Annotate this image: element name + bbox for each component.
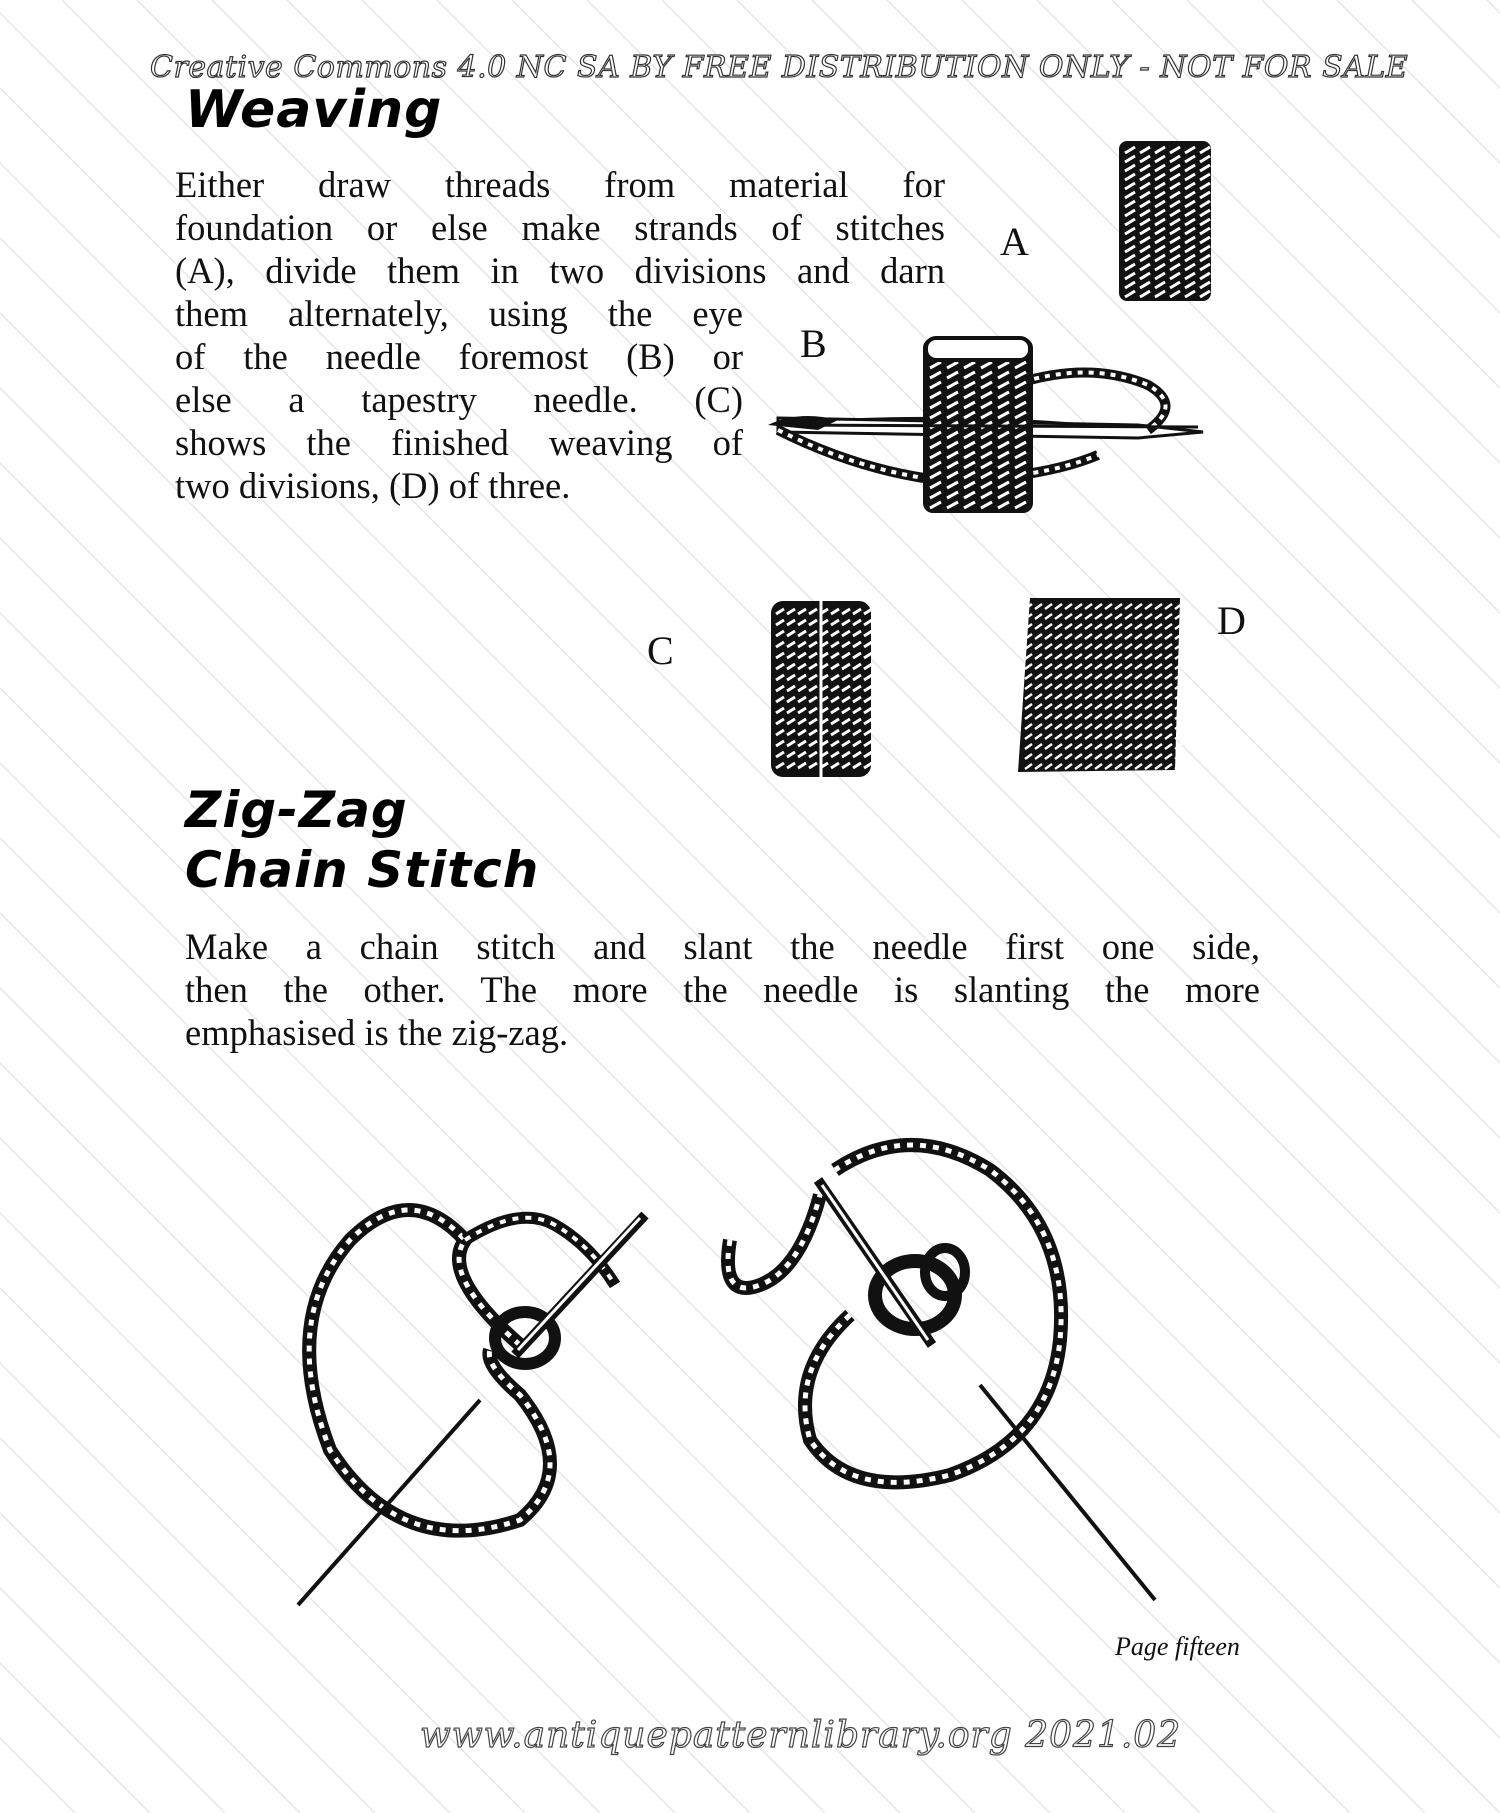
figure-c-two-divisions [768, 595, 876, 785]
text-line: them alternately, using the eye [175, 293, 743, 334]
page-number: Page fifteen [1115, 1632, 1240, 1661]
text-line: emphasised is the zig-zag. [185, 1012, 569, 1053]
text-line: Either draw threads from material for [175, 164, 945, 205]
zigzag-title-line2: Chain Stitch [185, 841, 540, 899]
figure-d-three-divisions [1015, 590, 1187, 780]
license-notice: Creative Commons 4.0 NC SA BY FREE DISTRIBUTION ONLY - NOT FOR SALE [150, 50, 1409, 85]
text-line: two divisions, (D) of three. [175, 465, 571, 506]
left-stitch-drawing [298, 1210, 645, 1605]
figure-label-a: A [1000, 219, 1029, 264]
text-line: Make a chain stitch and slant the needle first one side, [185, 926, 1260, 967]
weaving-paragraph-bottom [175, 292, 743, 507]
zigzag-paragraph [185, 925, 1260, 1054]
figure-label-c: C [647, 628, 674, 673]
text-line: then the other. The more the needle is slanting the more [185, 969, 1260, 1010]
text-line: (A), divide them in two divisions and darn [175, 250, 945, 291]
figure-label-d: D [1217, 598, 1246, 643]
text-line: else a tapestry needle. (C) [175, 379, 743, 420]
figure-a-strands [1113, 137, 1218, 307]
right-stitch-drawing [728, 1145, 1155, 1600]
text-line: shows the finished weaving of [175, 422, 743, 463]
footer-url: www.antiquepatternlibrary.org 2021.02 [420, 1715, 1182, 1756]
zigzag-title-line1: Zig-Zag [185, 781, 408, 839]
text-line: of the needle foremost (B) or [175, 336, 743, 377]
figure-label-b: B [800, 321, 827, 366]
weaving-paragraph-top [175, 163, 945, 292]
weaving-title: Weaving [185, 80, 443, 140]
text-line: foundation or else make strands of stitches [175, 207, 945, 248]
zigzag-title [185, 780, 539, 900]
zigzag-stitch-illustration [290, 1120, 1180, 1620]
